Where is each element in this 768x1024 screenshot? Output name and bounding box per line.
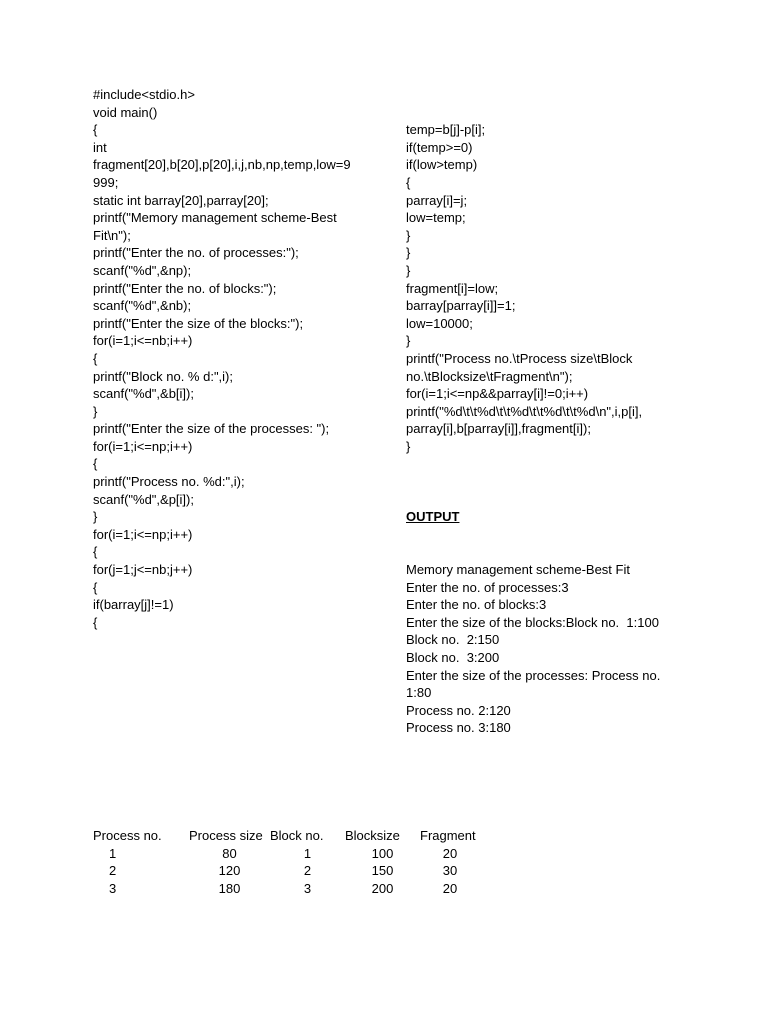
code-line: } <box>93 403 98 419</box>
table-body <box>93 845 480 898</box>
right-code-block <box>406 121 706 455</box>
table-cell: 20 <box>442 845 458 861</box>
code-line: 999; <box>93 174 119 190</box>
code-line: if(low>temp) <box>406 157 478 173</box>
code-line: low=10000; <box>406 315 473 331</box>
code-line: fragment[i]=low; <box>406 280 499 296</box>
table-row <box>93 845 480 863</box>
output-line: Enter the size of the blocks:Block no. 1:100 <box>406 614 659 630</box>
table-cell: 30 <box>442 863 458 879</box>
column-header: Block no. <box>270 828 324 843</box>
code-line: low=temp; <box>406 210 466 226</box>
code-line: printf("Enter the no. of blocks:"); <box>93 280 277 296</box>
code-line: for(i=1;i<=nb;i++) <box>93 333 193 349</box>
code-line: parray[i]=j; <box>406 192 468 208</box>
code-line: } <box>406 245 411 261</box>
table-header-row <box>93 827 480 845</box>
result-table <box>93 827 480 897</box>
code-line: } <box>406 333 411 349</box>
code-line: printf("Memory management scheme-Best <box>93 210 337 226</box>
code-line: { <box>93 544 98 560</box>
code-line: void main() <box>93 104 158 120</box>
output-line: Enter the no. of processes:3 <box>406 579 569 595</box>
column-header: Blocksize <box>345 828 400 843</box>
code-line: printf("Enter the no. of processes:"); <box>93 245 299 261</box>
output-line: 1:80 <box>406 685 432 701</box>
code-line: { <box>93 456 98 472</box>
code-line: no.\tBlocksize\tFragment\n"); <box>406 368 573 384</box>
code-line: barray[parray[i]]=1; <box>406 298 516 314</box>
table-cell: 1 <box>303 845 312 861</box>
column-header: Fragment <box>420 828 476 843</box>
output-line: Enter the size of the processes: Process no. <box>406 667 661 683</box>
code-line: int <box>93 139 107 155</box>
code-line: for(i=1;i<=np;i++) <box>93 526 193 542</box>
code-line: } <box>93 509 98 525</box>
code-line: static int barray[20],parray[20]; <box>93 192 269 208</box>
code-line: { <box>93 614 98 630</box>
table-cell: 3 <box>109 880 117 896</box>
table-cell: 80 <box>222 845 237 861</box>
code-line: scanf("%d",&np); <box>93 262 192 278</box>
code-line: temp=b[j]-p[i]; <box>406 122 486 138</box>
code-line: scanf("%d",&b[i]); <box>93 386 194 402</box>
table-cell: 200 <box>371 880 394 896</box>
column-header: Process size <box>189 828 263 843</box>
column-header: Process no. <box>93 828 162 843</box>
left-code-column <box>93 86 383 631</box>
output-line: Process no. 3:180 <box>406 720 511 736</box>
code-line: printf("Enter the size of the processes: "); <box>93 421 330 437</box>
code-line: printf("Process no. %d:",i); <box>93 474 245 490</box>
output-line: Process no. 2:120 <box>406 702 511 718</box>
code-line: printf("Enter the size of the blocks:"); <box>93 315 304 331</box>
table-row <box>93 880 480 898</box>
table-cell: 120 <box>218 863 241 879</box>
code-line: for(i=1;i<=np&&parray[i]!=0;i++) <box>406 386 589 402</box>
code-line: Fit\n"); <box>93 227 131 243</box>
code-line: printf("%d\t\t%d\t\t%d\t\t%d\t\t%d\n",i,p[i], <box>406 403 643 419</box>
code-line: { <box>93 350 98 366</box>
code-line: scanf("%d",&nb); <box>93 298 192 314</box>
table-cell: 100 <box>371 845 394 861</box>
output-line: Block no. 3:200 <box>406 650 500 665</box>
code-line: } <box>406 262 411 278</box>
code-line: for(i=1;i<=np;i++) <box>93 438 193 454</box>
code-line: } <box>406 227 411 243</box>
table-cell: 20 <box>442 880 458 896</box>
code-line: { <box>93 122 98 138</box>
code-line: fragment[20],b[20],p[20],i,j,nb,np,temp,low=9 <box>93 157 351 173</box>
table-cell: 1 <box>109 845 117 861</box>
output-line: Enter the no. of blocks:3 <box>406 597 547 613</box>
output-line: Block no. 2:150 <box>406 632 500 648</box>
right-code-column <box>406 86 706 755</box>
code-line: if(barray[j]!=1) <box>93 597 174 613</box>
output-heading: OUTPUT <box>406 509 460 525</box>
code-line: { <box>406 174 411 190</box>
code-line: parray[i],b[parray[i]],fragment[i]); <box>406 421 591 437</box>
table-cell: 3 <box>303 880 312 896</box>
table-cell: 2 <box>109 863 117 879</box>
code-line: { <box>93 579 98 595</box>
code-line: if(temp>=0) <box>406 139 473 155</box>
code-line: #include<stdio.h> <box>93 87 195 102</box>
table-row <box>93 862 480 880</box>
table-cell: 150 <box>371 863 394 879</box>
code-line: printf("Block no. % d:",i); <box>93 368 233 384</box>
code-line: } <box>406 438 411 454</box>
output-block <box>406 561 706 737</box>
output-line: Memory management scheme-Best Fit <box>406 562 630 578</box>
table-cell: 180 <box>218 880 241 896</box>
code-line: for(j=1;j<=nb;j++) <box>93 562 193 578</box>
table-cell: 2 <box>303 863 312 879</box>
code-line: scanf("%d",&p[i]); <box>93 491 194 507</box>
code-line: printf("Process no.\tProcess size\tBlock <box>406 350 633 366</box>
